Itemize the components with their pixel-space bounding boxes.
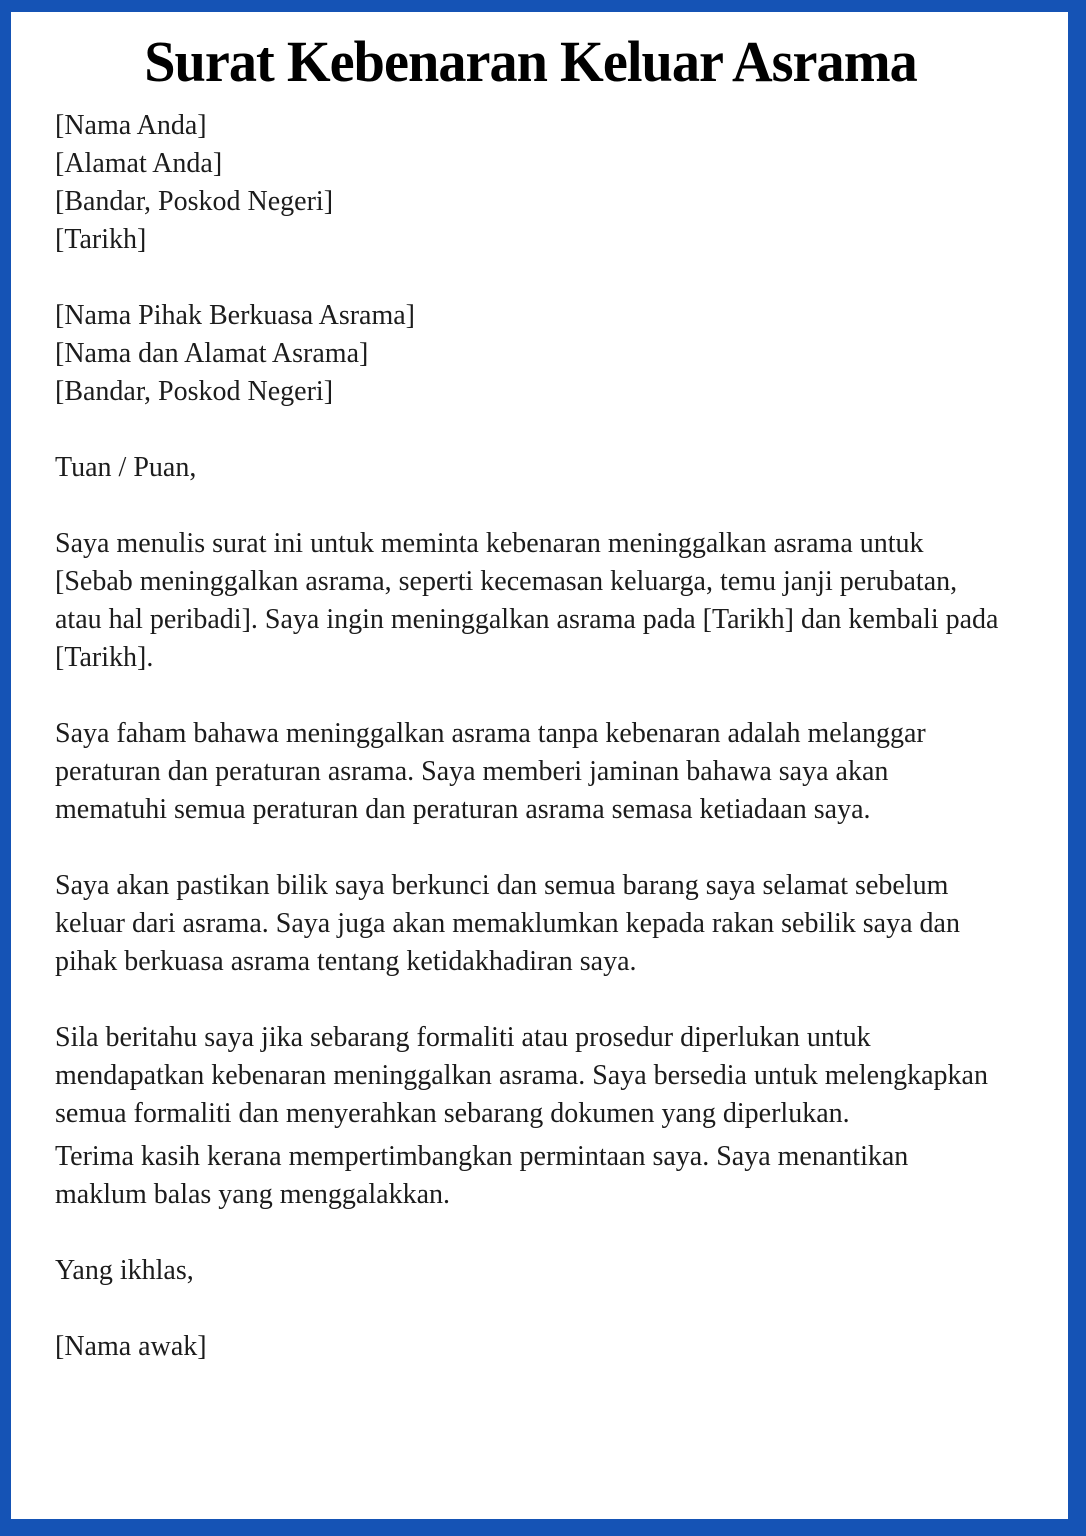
letter-date-line: [Tarikh]	[55, 223, 147, 255]
recipient-authority-line: [Nama Pihak Berkuasa Asrama]	[55, 299, 415, 331]
sender-address-line: [Alamat Anda]	[55, 147, 223, 179]
recipient-city-line: [Bandar, Poskod Negeri]	[55, 375, 334, 407]
paragraph-room-security: Saya akan pastikan bilik saya berkunci dan semua barang saya selamat sebelum keluar dari asrama. Saya juga akan memaklumkan kepada rakan sebilik saya dan pihak berkuasa asrama tentang ketidakhadiran saya.	[55, 869, 960, 977]
signature-placeholder: [Nama awak]	[55, 1330, 207, 1362]
recipient-address-block	[55, 297, 1006, 411]
paragraph-rules-assurance: Saya faham bahawa meninggalkan asrama tanpa kebenaran adalah melanggar peraturan dan peraturan asrama. Saya memberi jaminan bahawa saya akan mematuhi semua peraturan dan peraturan asrama semasa ketiadaan saya.	[55, 717, 926, 825]
sender-city-line: [Bandar, Poskod Negeri]	[55, 185, 334, 217]
paragraph-thanks: Terima kasih kerana mempertimbangkan permintaan saya. Saya menantikan maklum balas yang menggalakkan.	[55, 1140, 909, 1210]
salutation: Tuan / Puan,	[55, 451, 197, 483]
paragraph-request: Saya menulis surat ini untuk meminta kebenaran meninggalkan asrama untuk [Sebab meninggalkan asrama, seperti kecemasan keluarga, temu janji perubatan, atau hal peribadi]. Saya ingin meninggalkan asrama pada [Tarikh] dan kembali pada [Tarikh].	[55, 527, 999, 673]
sender-address-block	[55, 107, 1006, 259]
recipient-name-address-line: [Nama dan Alamat Asrama]	[55, 337, 369, 369]
letter-title: Surat Kebenaran Keluar Asrama	[144, 29, 917, 94]
paragraph-formalities: Sila beritahu saya jika sebarang formaliti atau prosedur diperlukan untuk mendapatkan kebenaran meninggalkan asrama. Saya bersedia untuk melengkapkan semua formaliti dan menyerahkan sebarang dokumen yang diperlukan.	[55, 1021, 988, 1129]
closing: Yang ikhlas,	[55, 1254, 194, 1286]
sender-name-line: [Nama Anda]	[55, 109, 207, 141]
